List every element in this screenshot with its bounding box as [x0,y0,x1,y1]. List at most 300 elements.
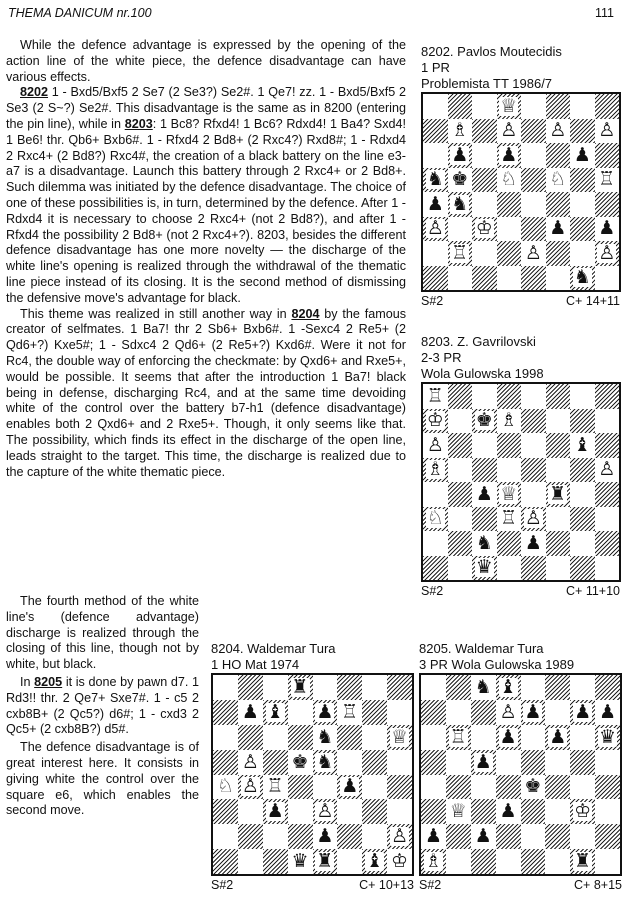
board-square [546,556,571,581]
board-square [471,824,496,849]
board-square [313,700,338,725]
board-square [423,507,448,532]
board-square [238,799,263,824]
board-square [497,482,522,507]
board-square [595,217,620,242]
black-knight-icon: ♞ [451,192,469,215]
board-square [521,507,546,532]
black-bishop-icon: ♝ [366,850,384,873]
board-square [213,700,238,725]
board-square [472,556,497,581]
board-square [423,119,448,144]
white-knight-icon: ♘ [500,168,518,191]
board-square [421,824,446,849]
chess-board [211,673,414,876]
problem-caption-author: 8203. Z. Gavrilovski [421,334,536,349]
board-square [545,849,570,874]
board-square [570,775,595,800]
black-pawn-icon: ♟ [524,531,542,554]
white-rook-icon: ♖ [341,700,359,723]
board-square [570,143,595,168]
board-square [337,775,362,800]
problem-caption-source: Problemista TT 1986/7 [421,76,553,91]
white-pawn-icon: ♙ [598,458,616,481]
black-pawn-icon: ♟ [424,825,442,848]
board-square [546,192,571,217]
board-square [448,94,473,119]
black-pawn-icon: ♟ [451,143,469,166]
piece-count: C+ 14+11 [566,294,620,308]
white-king-icon: ♔ [391,850,409,873]
board-square [238,675,263,700]
board-square [472,433,497,458]
board-square [337,700,362,725]
board-square [595,458,620,483]
white-rook-icon: ♖ [426,384,444,407]
board-square [545,775,570,800]
board-square [570,799,595,824]
board-square [521,217,546,242]
white-pawn-icon: ♙ [241,750,259,773]
board-square [423,384,448,409]
problem-ref: 8205 [34,674,63,689]
board-square [496,849,521,874]
board-square [238,849,263,874]
board-square [546,531,571,556]
board-square [570,433,595,458]
white-pawn-icon: ♙ [524,507,542,530]
board-square [497,507,522,532]
board-square [213,675,238,700]
board-square [421,750,446,775]
board-square [595,725,620,750]
board-square [521,409,546,434]
board-square [497,143,522,168]
white-rook-icon: ♖ [266,775,284,798]
board-square [595,799,620,824]
white-pawn-icon: ♙ [524,241,542,264]
board-square [446,849,471,874]
board-square [448,507,473,532]
board-square [497,556,522,581]
board-square [521,725,546,750]
board-square [497,531,522,556]
white-rook-icon: ♖ [449,725,467,748]
problem-ref: 8203 [124,116,153,131]
board-square [423,458,448,483]
narrow-text-column [6,594,199,821]
black-pawn-icon: ♟ [573,143,591,166]
board-square [595,241,620,266]
board-square [546,507,571,532]
board-square [521,192,546,217]
problem-8204 [211,641,414,892]
board-square [521,775,546,800]
board-square [288,725,313,750]
board-square [263,750,288,775]
board-square [472,507,497,532]
black-rook-icon: ♜ [291,675,309,698]
board-square [263,824,288,849]
board-square [546,433,571,458]
black-pawn-icon: ♟ [599,700,617,723]
board-square [448,192,473,217]
white-pawn-icon: ♙ [499,700,517,723]
board-square [521,700,546,725]
board-square [472,458,497,483]
board-square [595,482,620,507]
board-square [570,168,595,193]
black-rook-icon: ♜ [549,482,567,505]
board-square [288,700,313,725]
white-king-icon: ♔ [426,409,444,432]
board-square [313,849,338,874]
board-square [570,94,595,119]
problem-ref: 8202 [20,85,49,100]
board-square [595,433,620,458]
board-square [421,849,446,874]
board-square [337,799,362,824]
board-square [472,192,497,217]
board-square [448,217,473,242]
board-square [472,168,497,193]
problem-caption-award: 1 HO Mat 1974 [211,657,300,672]
board-square [313,799,338,824]
board-square [545,725,570,750]
board-square [471,775,496,800]
board-square [423,556,448,581]
board-square [595,119,620,144]
board-square [337,725,362,750]
board-square [521,168,546,193]
black-pawn-icon: ♟ [574,700,592,723]
board-square [570,750,595,775]
board-square [496,799,521,824]
board-square [496,700,521,725]
white-king-icon: ♔ [475,217,493,240]
page-number: 111 [594,6,614,20]
board-square [337,675,362,700]
board-square [387,750,412,775]
problem-caption-author: 8204. Waldemar Tura [211,641,336,656]
black-bishop-icon: ♝ [266,700,284,723]
white-pawn-icon: ♙ [598,119,616,142]
white-rook-icon: ♖ [598,168,616,191]
board-square [423,266,448,291]
board-square [448,119,473,144]
board-square [595,824,620,849]
white-pawn-icon: ♙ [500,119,518,142]
board-square [595,266,620,291]
board-square [313,775,338,800]
board-square [545,750,570,775]
board-square [387,725,412,750]
board-square [521,531,546,556]
board-square [263,675,288,700]
board-square [546,168,571,193]
board-square [496,750,521,775]
board-square [595,675,620,700]
board-square [472,409,497,434]
black-pawn-icon: ♟ [598,217,616,240]
board-square [288,799,313,824]
board-square [546,409,571,434]
problem-caption-author: 8202. Pavlos Moutecidis [421,44,562,59]
white-king-icon: ♔ [574,800,592,823]
board-square [570,556,595,581]
black-pawn-icon: ♟ [426,192,444,215]
black-bishop-icon: ♝ [499,675,517,698]
board-square [263,799,288,824]
board-square [423,94,448,119]
paragraph-5 [6,675,199,738]
black-queen-icon: ♛ [291,850,309,873]
board-square [362,775,387,800]
board-square [570,482,595,507]
board-square [337,824,362,849]
board-square [362,849,387,874]
paragraph-6: The defence disadvantage is of great interest here. It consists in giving white the control over the square e6, which enables the second move. [6,740,199,818]
board-square [521,482,546,507]
black-pawn-icon: ♟ [241,700,259,723]
board-square [421,700,446,725]
board-square [545,824,570,849]
board-square [337,849,362,874]
board-square [472,119,497,144]
board-square [446,675,471,700]
black-rook-icon: ♜ [316,850,334,873]
board-square [387,675,412,700]
board-square [546,384,571,409]
black-king-icon: ♚ [475,409,493,432]
black-king-icon: ♚ [291,750,309,773]
white-bishop-icon: ♗ [424,850,442,873]
board-square [448,266,473,291]
black-king-icon: ♚ [451,168,469,191]
board-square [238,750,263,775]
piece-count: C+ 10+13 [359,878,414,892]
board-square [448,556,473,581]
black-pawn-icon: ♟ [549,725,567,748]
black-rook-icon: ♜ [574,850,592,873]
paragraph-3-text-b: by the famous creator of selfmates. 1 Ba7! thr 2 Sb6+ Bxb6#. 1 -Sexc4 2 Re5+ (2 Qd6+?) Kxe5#; 1 - Sdxc4 2 Qd6+ (2 Re5+?) Kxd6#. Were it not for Rc4, the double way of enforcing the checkmate: by Qxd6+ and Rxe5+, would be possible. It seems that after the introduction 1 Ba7! black being in defense, discharging Rc4, and at the same time devoiding white of the control over the battery b7-h1 (defence disadvantage) enables both 2 Qxd6+ and 2 Rxe5+. Though, it only seems like that. The possibility, which finds its effect in the discharge of the open line, leads straight to the target. This time, the discharge is realized due to the capture of the white thematic piece. [6,306,407,479]
paragraph-5-text-a: In [20,674,35,689]
board-square [497,168,522,193]
black-pawn-icon: ♟ [549,217,567,240]
board-square [471,725,496,750]
board-square [570,507,595,532]
board-square [446,750,471,775]
board-square [595,775,620,800]
board-square [423,482,448,507]
black-queen-icon: ♛ [599,725,617,748]
black-pawn-icon: ♟ [475,482,493,505]
black-pawn-icon: ♟ [266,800,284,823]
problem-8205 [419,641,622,892]
board-square [521,458,546,483]
board-square [263,700,288,725]
black-pawn-icon: ♟ [474,825,492,848]
board-square [570,384,595,409]
board-square [496,725,521,750]
board-square [521,824,546,849]
board-square [595,531,620,556]
white-pawn-icon: ♙ [426,217,444,240]
board-square [288,849,313,874]
board-square [213,775,238,800]
board-square [313,725,338,750]
board-square [362,824,387,849]
chess-board [421,92,621,292]
board-square [387,775,412,800]
chess-board [421,382,621,582]
white-knight-icon: ♘ [549,168,567,191]
board-square [570,409,595,434]
board-square [238,700,263,725]
board-square [570,700,595,725]
problem-caption-source: Wola Gulowska 1998 [421,366,544,381]
board-square [472,143,497,168]
paragraph-1: While the defence advantage is expressed by the opening of the action line of the white piece, the defence disadvantage can have various effects. [6,38,406,84]
board-square [497,458,522,483]
board-square [497,384,522,409]
board-square [421,675,446,700]
board-square [448,241,473,266]
board-square [313,824,338,849]
board-square [213,824,238,849]
board-square [472,217,497,242]
black-pawn-icon: ♟ [499,800,517,823]
board-square [595,700,620,725]
board-square [387,799,412,824]
problem-caption-award: 1 PR [421,60,450,75]
board-square [570,458,595,483]
board-square [472,94,497,119]
board-square [545,700,570,725]
black-knight-icon: ♞ [316,750,334,773]
board-square [497,433,522,458]
stipulation: S#2 [421,294,444,308]
board-square [423,168,448,193]
problem-caption-award: 3 PR Wola Gulowska 1989 [419,657,575,672]
board-square [213,849,238,874]
paragraph-4: The fourth method of the white line's (defence advantage) discharge is realized through the closing of this line, though not by white, but black. [6,594,199,672]
board-square [362,799,387,824]
board-square [496,675,521,700]
board-square [472,384,497,409]
board-square [471,849,496,874]
board-square [288,750,313,775]
board-square [521,241,546,266]
board-square [497,217,522,242]
white-knight-icon: ♘ [216,775,234,798]
stipulation: S#2 [421,584,444,598]
white-pawn-icon: ♙ [549,119,567,142]
board-square [546,241,571,266]
board-square [595,384,620,409]
problem-8202 [421,44,620,308]
board-square [238,775,263,800]
board-square [496,824,521,849]
chess-board [419,673,622,876]
board-square [446,775,471,800]
board-square [313,675,338,700]
paragraph-3 [6,307,406,481]
board-square [423,241,448,266]
white-rook-icon: ♖ [500,507,518,530]
white-pawn-icon: ♙ [391,825,409,848]
black-pawn-icon: ♟ [341,775,359,798]
board-square [238,725,263,750]
board-square [570,266,595,291]
paragraph-2 [6,85,406,306]
white-rook-icon: ♖ [451,241,469,264]
board-square [448,458,473,483]
board-square [472,241,497,266]
board-square [362,700,387,725]
board-square [570,824,595,849]
board-square [595,168,620,193]
board-square [472,531,497,556]
board-square [546,94,571,119]
problem-caption-author: 8205. Waldemar Tura [419,641,544,656]
board-square [471,700,496,725]
board-square [570,849,595,874]
board-square [362,725,387,750]
board-square [446,700,471,725]
board-square [423,192,448,217]
paragraph-2-text-b: : 1 Bc8? Rfxd4! 1 Bc6? Rdxd4! 1 Ba4? Sxd4! 1 Be6! thr. Qb6+ Bxb6#. 1 - Rfxd4 2 Bd8+ (2 Rxc4?) Rxd8#; 1 - Rdxd4 2 Rxc4+ (2 Bd8?) Rxc4#, the creation of a black battery on the line e3-a7 is a disadvantage. Launch this battery through 2 Rxc4+ or 2 Bd8+. Such dilemma was initiated by the defence disadvantage. The choice of one of these possibilities is, in turn, determined by the defence. After 1 - Rdxd4 it is necessary to choose 2 Rxc4+ (not 2 Bd8?), and after 1 - Rfxd4 the possibility 2 Bd8+ (not 2 Rxc4+?). 8203, besides the different defence disadvantage has one more novelty — the discharge of the white line's opening is realized through the withdrawal of the thematic line piece instead of its closing. It is the second method of dismissing the defensive move's advantage for black. [6,116,407,305]
white-queen-icon: ♕ [500,482,518,505]
black-king-icon: ♚ [524,775,542,798]
white-bishop-icon: ♗ [500,409,518,432]
board-square [546,482,571,507]
board-square [496,775,521,800]
board-square [570,725,595,750]
board-square [497,192,522,217]
board-square [288,675,313,700]
board-square [337,750,362,775]
board-square [595,94,620,119]
board-square [288,775,313,800]
board-square [362,750,387,775]
board-square [471,799,496,824]
board-square [423,143,448,168]
board-square [423,531,448,556]
board-square [497,409,522,434]
black-knight-icon: ♞ [474,675,492,698]
board-square [570,192,595,217]
black-knight-icon: ♞ [316,725,334,748]
board-square [545,799,570,824]
board-square [263,849,288,874]
main-text-column [6,38,406,480]
white-knight-icon: ♘ [426,507,444,530]
black-pawn-icon: ♟ [316,825,334,848]
board-square [471,675,496,700]
white-pawn-icon: ♙ [426,433,444,456]
black-pawn-icon: ♟ [474,750,492,773]
black-knight-icon: ♞ [573,266,591,289]
board-square [521,266,546,291]
white-queen-icon: ♕ [449,800,467,823]
board-square [387,849,412,874]
board-square [546,119,571,144]
board-square [545,675,570,700]
board-square [521,384,546,409]
board-square [263,775,288,800]
piece-count: C+ 8+15 [574,878,622,892]
